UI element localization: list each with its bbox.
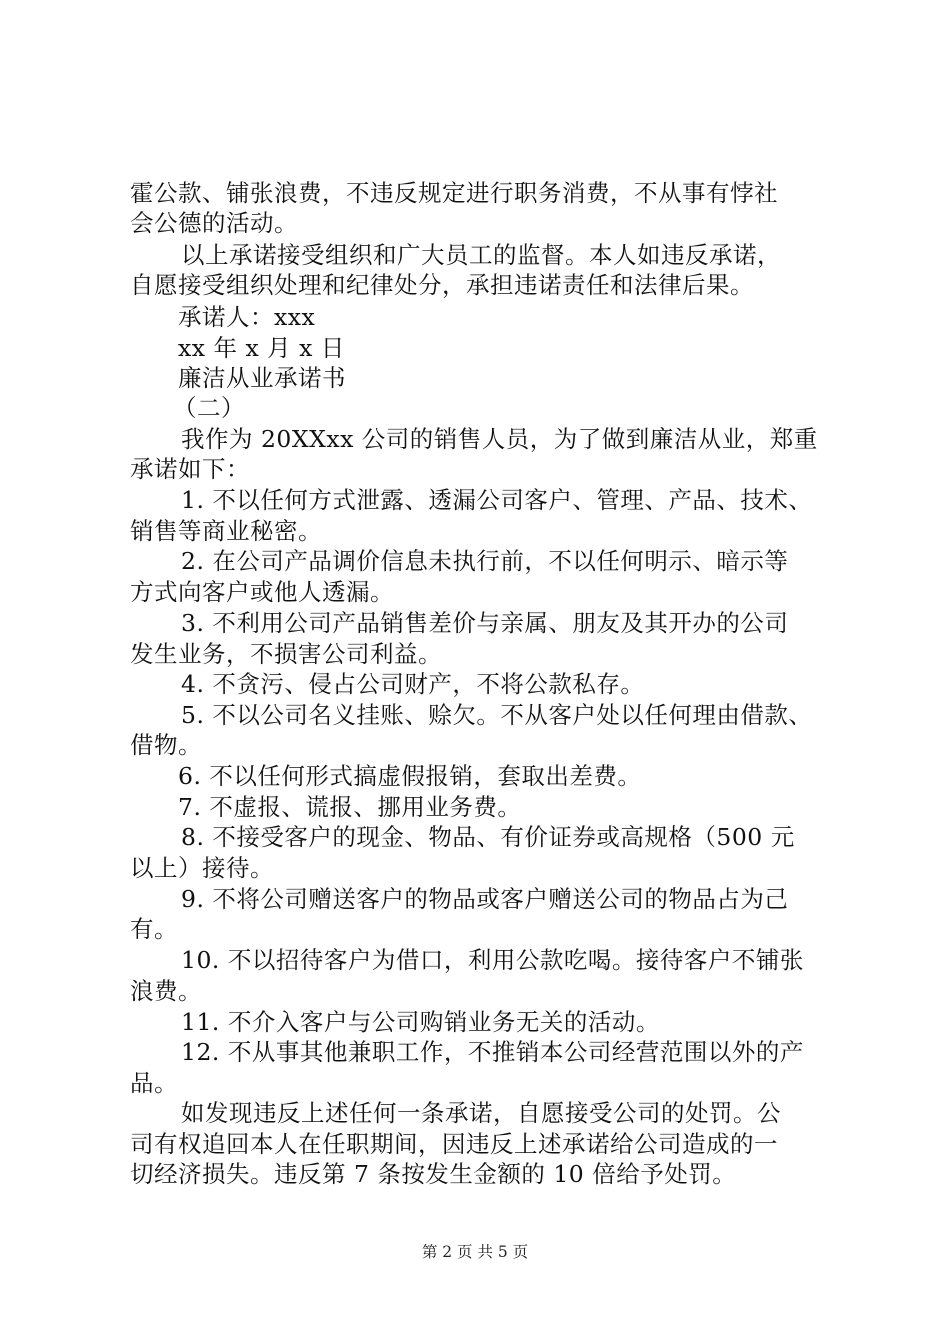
signatory-line: 承诺人：xxx	[178, 303, 316, 331]
list-item: 6. 不以任何形式搞虚假报销，套取出差费。	[178, 762, 642, 790]
text-line: 借物。	[130, 731, 202, 759]
list-item: 11. 不介入客户与公司购销业务无关的活动。	[181, 1008, 660, 1036]
text-line: 销售等商业秘密。	[130, 517, 322, 545]
text-line: 发生业务，不损害公司利益。	[130, 640, 442, 668]
section-number: （二）	[173, 394, 245, 422]
text-line: 切经济损失。违反第 7 条按发生金额的 10 倍给予处罚。	[130, 1160, 737, 1188]
list-item: 8. 不接受客户的现金、物品、有价证券或高规格（500 元	[181, 823, 795, 851]
text-line: 方式向客户或他人透漏。	[130, 578, 394, 606]
text-line: 我作为 20XXxx 公司的销售人员，为了做到廉洁从业，郑重	[181, 425, 818, 453]
list-item: 2. 在公司产品调价信息未执行前，不以任何明示、暗示等	[181, 547, 789, 575]
text-line: 品。	[130, 1069, 178, 1097]
text-line: 如发现违反上述任何一条承诺，自愿接受公司的处罚。公	[181, 1099, 781, 1127]
page-footer	[0, 1242, 950, 1262]
list-item: 7. 不虚报、谎报、挪用业务费。	[178, 793, 522, 821]
text-line: 有。	[130, 915, 178, 943]
text-line: 会公德的活动。	[130, 209, 298, 237]
list-item: 12. 不从事其他兼职工作，不推销本公司经营范围以外的产	[181, 1038, 804, 1066]
date-line: xx 年 x 月 x 日	[178, 334, 345, 362]
text-line: 以上）接待。	[130, 854, 274, 882]
text-line: 浪费。	[130, 977, 202, 1005]
text-line: 司有权追回本人在任职期间，因违反上述承诺给公司造成的一	[130, 1130, 778, 1158]
list-item: 1. 不以任何方式泄露、透漏公司客户、管理、产品、技术、	[181, 486, 813, 514]
page-indicator: 第 2 页 共 5 页	[421, 1243, 529, 1261]
list-item: 4. 不贪污、侵占公司财产，不将公款私存。	[181, 670, 645, 698]
list-item: 3. 不利用公司产品销售差价与亲属、朋友及其开办的公司	[181, 609, 789, 637]
list-item: 9. 不将公司赠送客户的物品或客户赠送公司的物品占为己	[181, 885, 789, 913]
list-item: 5. 不以公司名义挂账、赊欠。不从客户处以任何理由借款、	[181, 701, 813, 729]
text-line: 以上承诺接受组织和广大员工的监督。本人如违反承诺，	[181, 241, 781, 269]
list-item: 10. 不以招待客户为借口，利用公款吃喝。接待客户不铺张	[181, 946, 804, 974]
text-line: 自愿接受组织处理和纪律处分，承担违诺责任和法律后果。	[130, 271, 754, 299]
text-line: 承诺如下：	[130, 455, 250, 483]
text-line: 霍公款、铺张浪费，不违反规定进行职务消费，不从事有悖社	[130, 179, 778, 207]
section-title: 廉洁从业承诺书	[178, 364, 346, 392]
